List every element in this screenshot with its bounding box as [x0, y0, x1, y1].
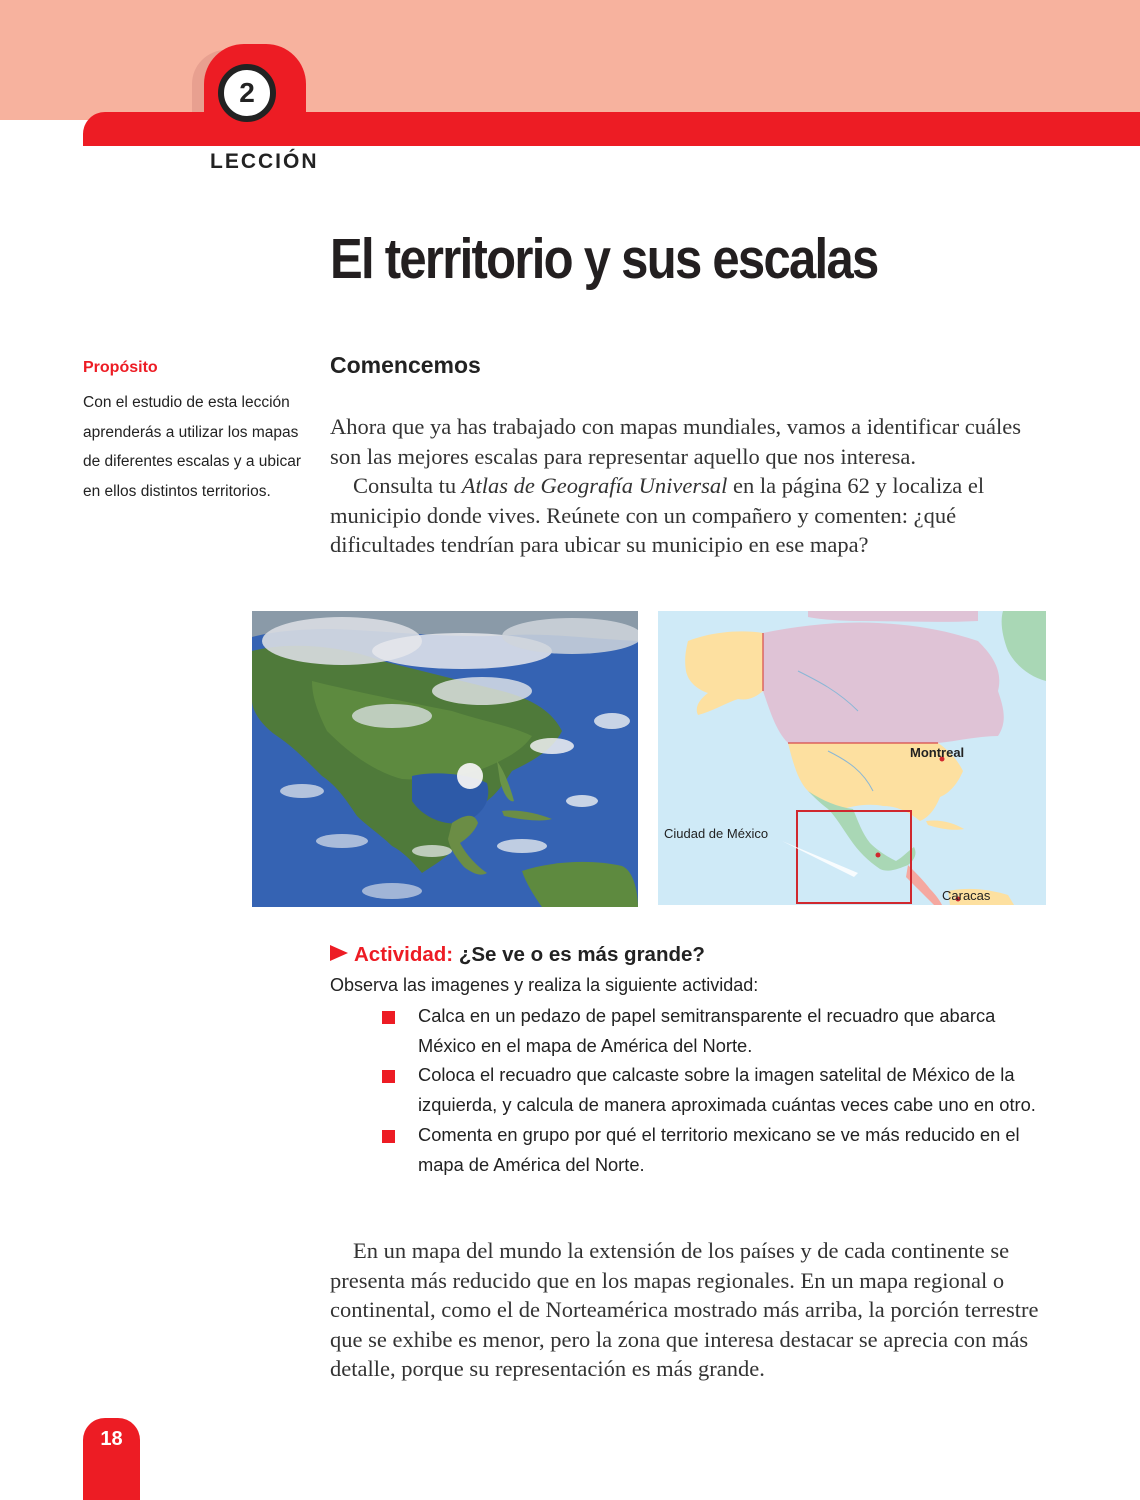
satellite-image [252, 611, 638, 907]
square-bullet-icon [382, 1011, 395, 1024]
intro-paragraph-2-start: Consulta tu [353, 473, 462, 499]
list-item [382, 1060, 1052, 1119]
closing-paragraph: En un mapa del mundo la extensión de los países y de cada continente se presenta más reducido que en los mapas regionales. En un mapa regional o continental, como el de Norteamérica mostrado más arriba, la porción terrestre que se exhibe es menor, pero la zona que interesa destacar se aprecia con más detalle, porque su representación es más grande. [330, 1238, 1039, 1382]
north-america-map [658, 611, 1046, 905]
list-item-text: Comenta en grupo por qué el territorio mexicano se ve más reducido en el mapa de América del Norte. [418, 1123, 1020, 1175]
activity-title: ¿Se ve o es más grande? [458, 943, 705, 966]
activity-label: Actividad: [354, 943, 454, 966]
page-title: El territorio y sus escalas [330, 227, 878, 291]
list-item [382, 1120, 1052, 1179]
header-band [0, 0, 1140, 120]
list-item-text: Coloca el recuadro que calcaste sobre la imagen satelital de México de la izquierda, y calcula de manera aproximada cuántas veces cabe uno en otro. [418, 1064, 1036, 1116]
square-bullet-icon [382, 1130, 395, 1143]
activity-heading [330, 943, 705, 967]
purpose-label: Propósito [83, 359, 158, 376]
lesson-label: LECCIÓN [210, 150, 319, 173]
activity-intro: Observa las imagenes y realiza la siguiente actividad: [330, 975, 759, 995]
atlas-title: Atlas de Geografía Universal [461, 473, 728, 499]
intro-paragraph-2 [330, 471, 1050, 560]
intro-paragraph-1: Ahora que ya has trabajado con mapas mundiales, vamos a identificar cuáles son las mejores escalas para representar aquello que nos interesa. [330, 414, 1021, 469]
list-item-text: Calca en un pedazo de papel semitransparente el recuadro que abarca México en el mapa de América del Norte. [418, 1005, 996, 1056]
list-item [382, 1001, 1052, 1060]
square-bullet-icon [382, 1070, 395, 1083]
activity-list [382, 1001, 1052, 1179]
intro-paragraph-2-end: en la página 62 y localiza el municipio donde vives. Reúnete con un compañero y comenten: ¿qué dificultades tendrían para ubicar su municipio en ese mapa? [330, 473, 985, 558]
intro-text [330, 412, 1050, 560]
section-title: Comencemos [330, 352, 481, 378]
page-number: 18 [100, 1428, 123, 1450]
map-label-caracas: Caracas [942, 888, 991, 903]
lesson-number-badge: 2 [218, 64, 276, 122]
purpose-text: Con el estudio de esta lección aprenderás a utilizar los mapas de diferentes escalas y a ubicar en ellos distintos territorios. [83, 394, 301, 501]
map-label-mexico-city: Ciudad de México [664, 826, 769, 841]
map-label-montreal: Montreal [910, 745, 965, 760]
triangle-marker-icon [330, 945, 348, 961]
